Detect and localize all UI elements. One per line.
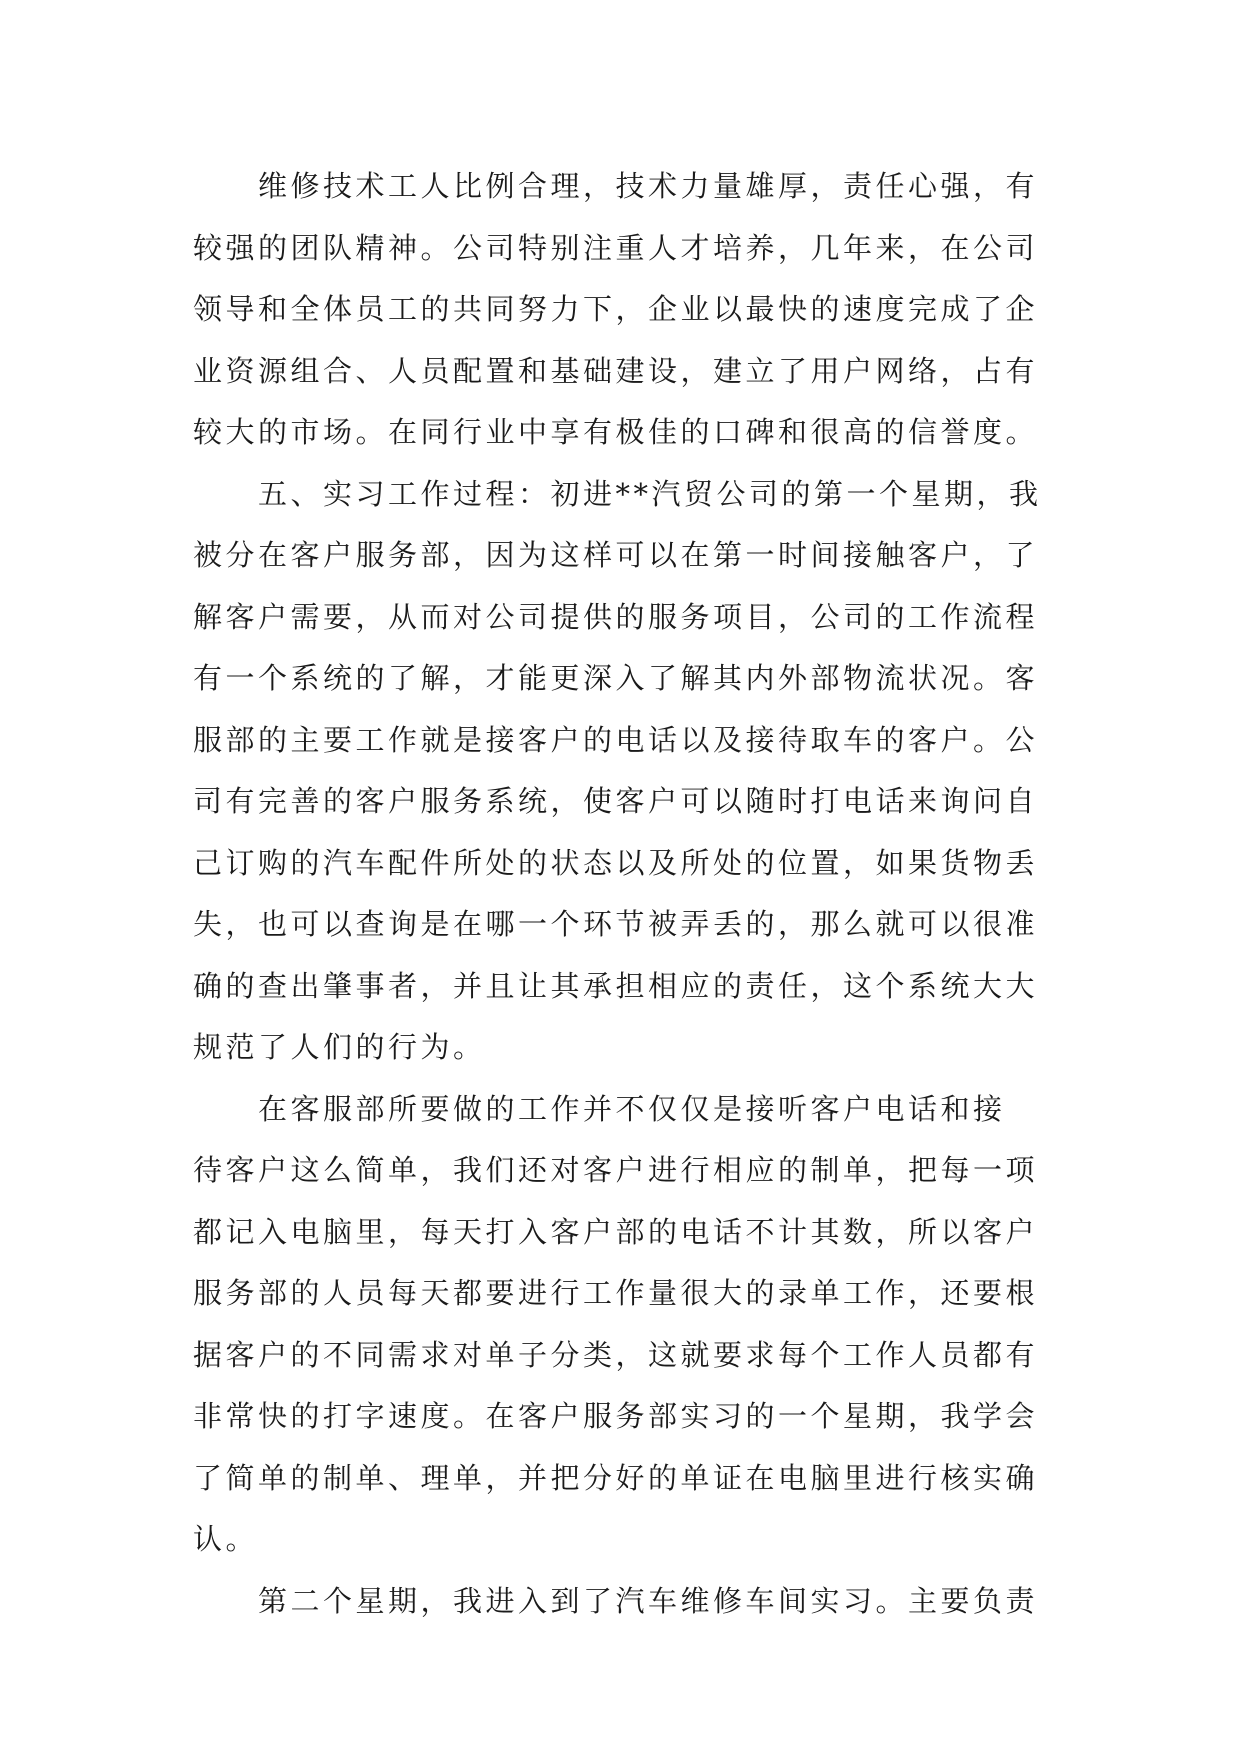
text-line: 了简单的制单、理单，并把分好的单证在电脑里进行核实确 <box>193 1460 1039 1495</box>
text-line: 确的查出肇事者，并且让其承担相应的责任，这个系统大大 <box>193 968 1039 1003</box>
text-line: 维修技术工人比例合理，技术力量雄厚，责任心强，有 <box>258 169 1039 203</box>
text-line: 较大的市场。在同行业中享有极佳的口碑和很高的信誉度。 <box>193 415 1039 449</box>
text-line: 较强的团队精神。公司特别注重人才培养，几年来，在公司 <box>193 230 1039 265</box>
text-line: 己订购的汽车配件所处的状态以及所处的位置，如果货物丢 <box>193 845 1039 880</box>
text-line: 第二个星期，我进入到了汽车维修车间实习。主要负责 <box>258 1583 1039 1618</box>
text-line: 有一个系统的了解，才能更深入了解其内外部物流状况。客 <box>193 661 1039 695</box>
text-line: 在客服部所要做的工作并不仅仅是接听客户电话和接 <box>258 1091 1006 1126</box>
text-line: 都记入电脑里，每天打入客户部的电话不计其数，所以客户 <box>193 1214 1039 1249</box>
text-line: 领导和全体员工的共同努力下，企业以最快的速度完成了企 <box>193 292 1039 326</box>
text-line: 认。 <box>193 1522 259 1556</box>
text-line: 服部的主要工作就是接客户的电话以及接待取车的客户。公 <box>193 722 1039 757</box>
text-line: 据客户的不同需求对单子分类，这就要求每个工作人员都有 <box>193 1337 1039 1372</box>
text-line: 非常快的打字速度。在客户服务部实习的一个星期，我学会 <box>193 1399 1039 1433</box>
text-line: 失，也可以查询是在哪一个环节被弄丢的，那么就可以很准 <box>193 907 1039 941</box>
text-line: 司有完善的客户服务系统，使客户可以随时打电话来询问自 <box>193 784 1039 818</box>
text-line: 规范了人们的行为。 <box>193 1030 486 1064</box>
text-line: 解客户需要，从而对公司提供的服务项目，公司的工作流程 <box>193 599 1039 634</box>
text-line: 待客户这么简单，我们还对客户进行相应的制单，把每一项 <box>193 1153 1039 1187</box>
text-line: 被分在客户服务部，因为这样可以在第一时间接触客户，了 <box>193 538 1039 572</box>
text-line: 服务部的人员每天都要进行工作量很大的录单工作，还要根 <box>193 1276 1039 1310</box>
text-line: 五、实习工作过程：初进**汽贸公司的第一个星期，我 <box>258 476 1042 511</box>
body-text <box>193 156 1053 1632</box>
text-line: 业资源组合、人员配置和基础建设，建立了用户网络，占有 <box>193 353 1039 388</box>
